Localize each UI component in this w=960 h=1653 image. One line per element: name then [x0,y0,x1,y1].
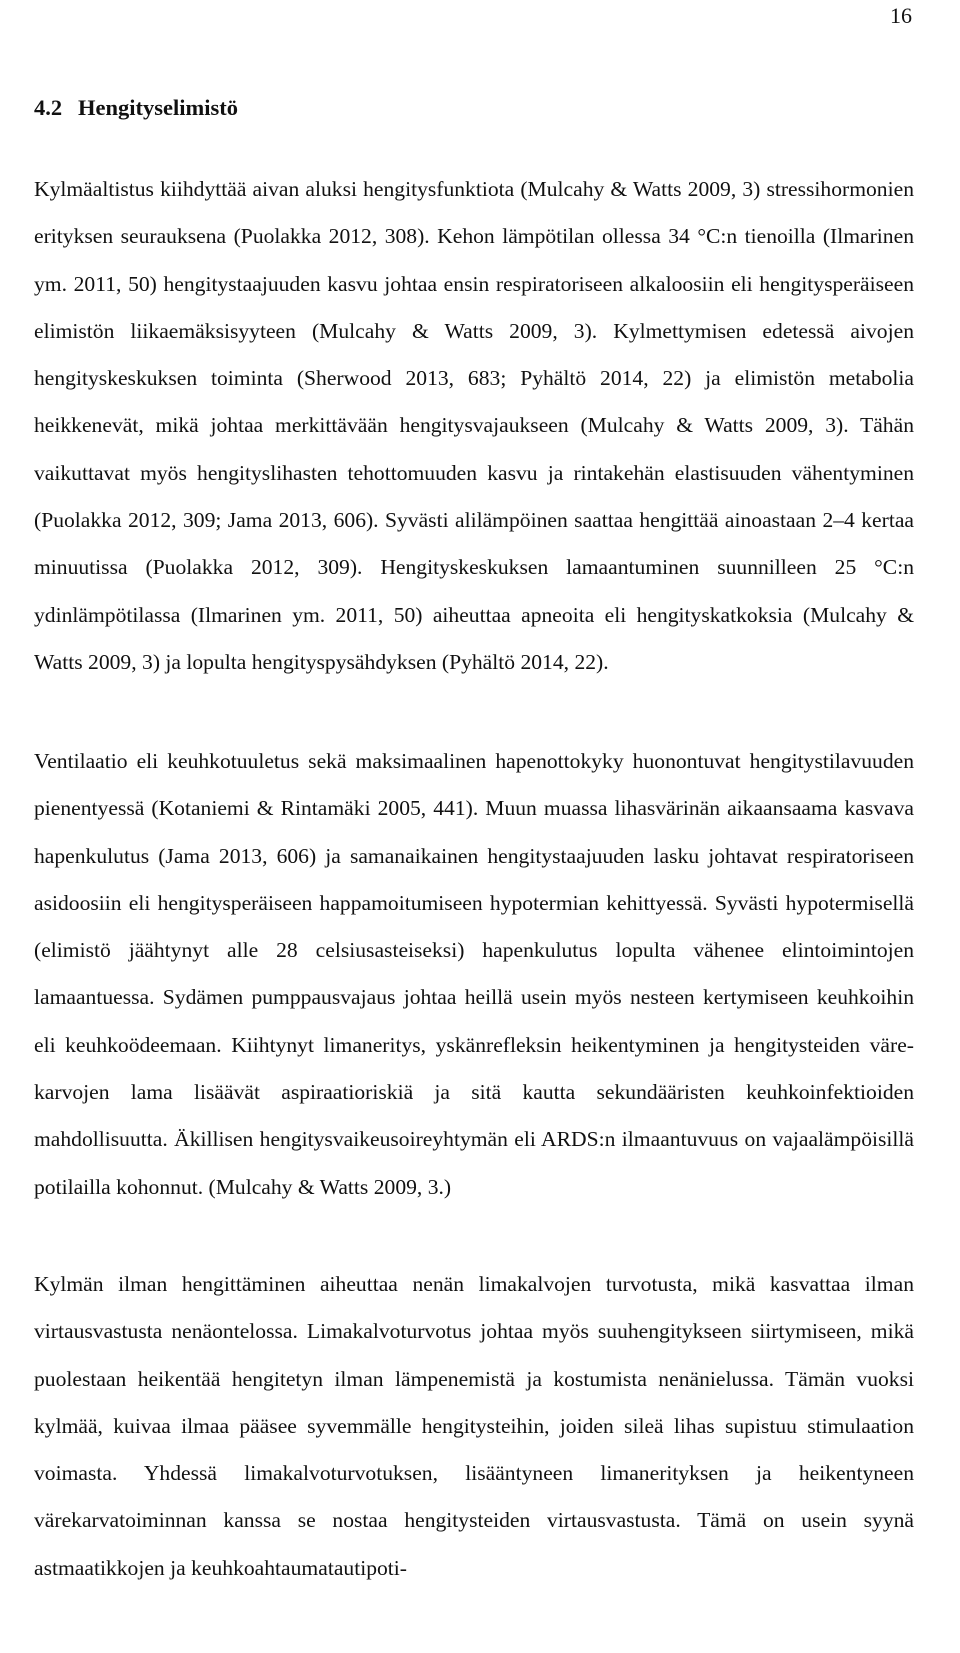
paragraph-1-container [34,166,914,686]
paragraph-ventilation: Ventilaatio eli keuhkotuuletus sekä maksimaalinen hapenottokyky huonontuvat hengitystilavuuden pienentyessä (Kotaniemi & Rintamäki 2005, 441). Muun muassa lihasvärinän aikaansaama kasvava hapenkulutus (Jama 2013, 606) ja samanaikainen hengitystaajuuden lasku johtavat respiratoriseen asidoosiin eli hengitysperäiseen happamoitumiseen hypotermian kehittyessä. Syvästi hypotermisellä (elimistö jäähtynyt alle 28 celsiusasteiseksi) hapenkulutus lopulta vähenee elintoimintojen lamaantuessa. Sydämen pumppausvajaus johtaa heillä usein myös nesteen kertymiseen keuhkoihin eli keuhkoödeemaan. Kiihtynyt limaneritys, yskänrefleksin heikentyminen ja hengitysteiden värekarvojen lama lisäävät aspiraatioriskiä ja sitä kautta sekundääristen keuhkoinfektioiden mahdollisuutta. Äkillisen hengitysvaikeusoireyhtymän eli ARDS:n ilmaantuvuus on vajaalämpöisillä potilailla kohonnut. (Mulcahy & Watts 2009, 3.) [34,749,914,1199]
page-number: 16 [890,3,912,28]
paragraph-respiratory-function: Kylmäaltistus kiihdyttää aivan aluksi hengitysfunktiota (Mulcahy & Watts 2009, 3) stressihormonien erityksen seurauksena (Puolakka 2012, 308). Kehon lämpötilan ollessa 34 °C:n tienoilla (Ilmarinen ym. 2011, 50) hengitystaajuuden kasvu johtaa ensin respiratoriseen alkaloosiin eli hengitysperäiseen elimistön liikaemäksisyyteen (Mulcahy & Watts 2009, 3). Kylmettymisen edetessä aivojen hengityskeskuksen toiminta (Sherwood 2013, 683; Pyhältö 2014, 22) ja elimistön metabolia heikkenevät, mikä johtaa merkittävään hengitysvajaukseen (Mulcahy & Watts 2009, 3). Tähän vaikuttavat myös hengityslihasten tehottomuuden kasvu ja rintakehän elastisuuden vähentyminen (Puolakka 2012, 309; Jama 2013, 606). Syvästi alilämpöinen saattaa hengittää ainoastaan 2–4 kertaa minuutissa (Puolakka 2012, 309). Hengityskeskuksen lamaantuminen suunnilleen 25 °C:n ydinlämpötilassa (Ilmarinen ym. 2011, 50) aiheuttaa apneoita eli hengityskatkoksia (Mulcahy & Watts 2009, 3) ja lopulta hengityspysähdyksen (Pyhältö 2014, 22). [34,177,914,674]
section-heading [34,93,238,123]
paragraph-3-container [34,1261,914,1592]
section-title: Hengityselimistö [78,95,238,120]
section-number: 4.2 [34,95,63,120]
paragraph-cold-air-breathing: Kylmän ilman hengittäminen aiheuttaa nenän limakalvojen turvotusta, mikä kasvattaa ilman virtausvastusta nenäontelossa. Limakalvoturvotus johtaa myös suuhengitykseen siirtymiseen, mikä puolestaan heikentää hengitetyn ilman lämpenemistä ja kostumista nenänielussa. Tämän vuoksi kylmää, kuivaa ilmaa pääsee syvemmälle hengitysteihin, joiden sileä lihas supistuu stimulaation voimasta. Yhdessä limakalvoturvotuksen, lisääntyneen limanerityksen ja heikentyneen värekarvatoiminnan kanssa se nostaa hengitysteiden virtausvastusta. Tämä on usein syynä astmaatikkojen ja keuhkoahtaumatautipoti- [34,1272,914,1580]
paragraph-2-container [34,738,914,1211]
